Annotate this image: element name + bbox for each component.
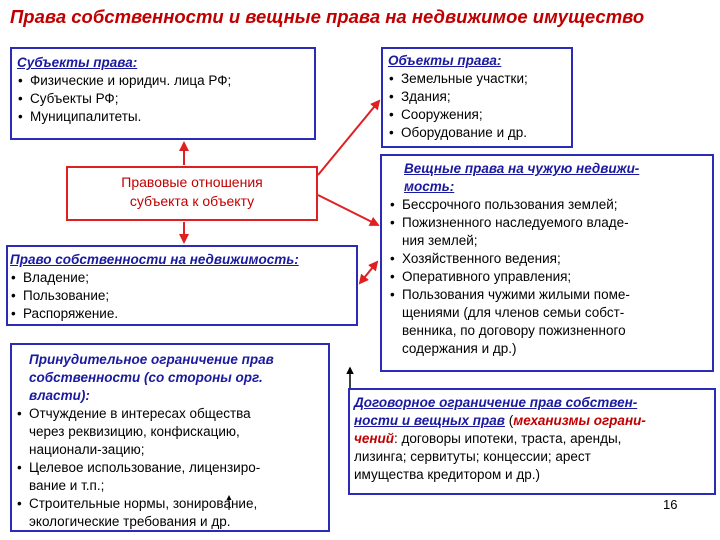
list-item: • Целевое использование, лицензиро- вание и т.п.;: [16, 459, 328, 495]
relations-line2: субъекта к объекту: [129, 193, 255, 209]
list-item: • Пожизненного наследуемого владе- ния землей;: [389, 214, 711, 250]
list-item: • Пользования чужими жилыми поме- щениями (для членов семьи собст- венника, по договору пожизненного содержания и др.): [389, 286, 711, 358]
ownership-heading: Право собственности на недвижимость:: [10, 252, 299, 267]
arrow-ownership-real-rights: [360, 262, 377, 283]
list-item: • Земельные участки;: [388, 70, 572, 88]
relations-line1: Правовые отношения: [121, 174, 263, 190]
list-item: • Строительные нормы, зонирование, экологические требования и др.: [16, 495, 328, 531]
list-item: • Оборудование и др.: [388, 124, 572, 142]
list-item: • Сооружения;: [388, 106, 572, 124]
list-item: • Здания;: [388, 88, 572, 106]
list-item: • Отчуждение в интересах общества через реквизицию, конфискацию, национали-зацию;: [16, 405, 328, 459]
real-rights-heading: Вещные права на чужую недвижи- мость:: [404, 161, 640, 194]
page-title: Права собственности и вещные права на недвижимое имущество: [10, 6, 645, 27]
list-item: • Субъекты РФ;: [17, 90, 312, 108]
list-item: • Физические и юридич. лица РФ;: [17, 72, 312, 90]
list-item: • Оперативного управления;: [389, 268, 711, 286]
objects-heading: Объекты права:: [388, 53, 502, 68]
subjects-heading: Субъекты права:: [17, 55, 138, 70]
list-item: • Бессрочного пользования землей;: [389, 196, 711, 214]
page-number: 16: [663, 497, 678, 512]
arrow-to-real-rights: [318, 195, 378, 225]
restriction-heading: Принудительное ограничение прав собственности (со стороны орг. власти):: [29, 352, 274, 403]
list-item: • Владение;: [10, 269, 356, 287]
contract-content: Договорное ограничение прав собствен- ности и вещных прав (механизмы ограни- чений: договоры ипотеки, траста, аренды, лизинга; сервитуты; концессии; арест имущества кредитором и др.): [354, 395, 646, 482]
list-item: • Муниципалитеты.: [17, 108, 312, 126]
list-item: • Пользование;: [10, 287, 356, 305]
list-item: • Распоряжение.: [10, 305, 356, 323]
arrow-to-objects: [318, 101, 379, 175]
list-item: • Хозяйственного ведения;: [389, 250, 711, 268]
